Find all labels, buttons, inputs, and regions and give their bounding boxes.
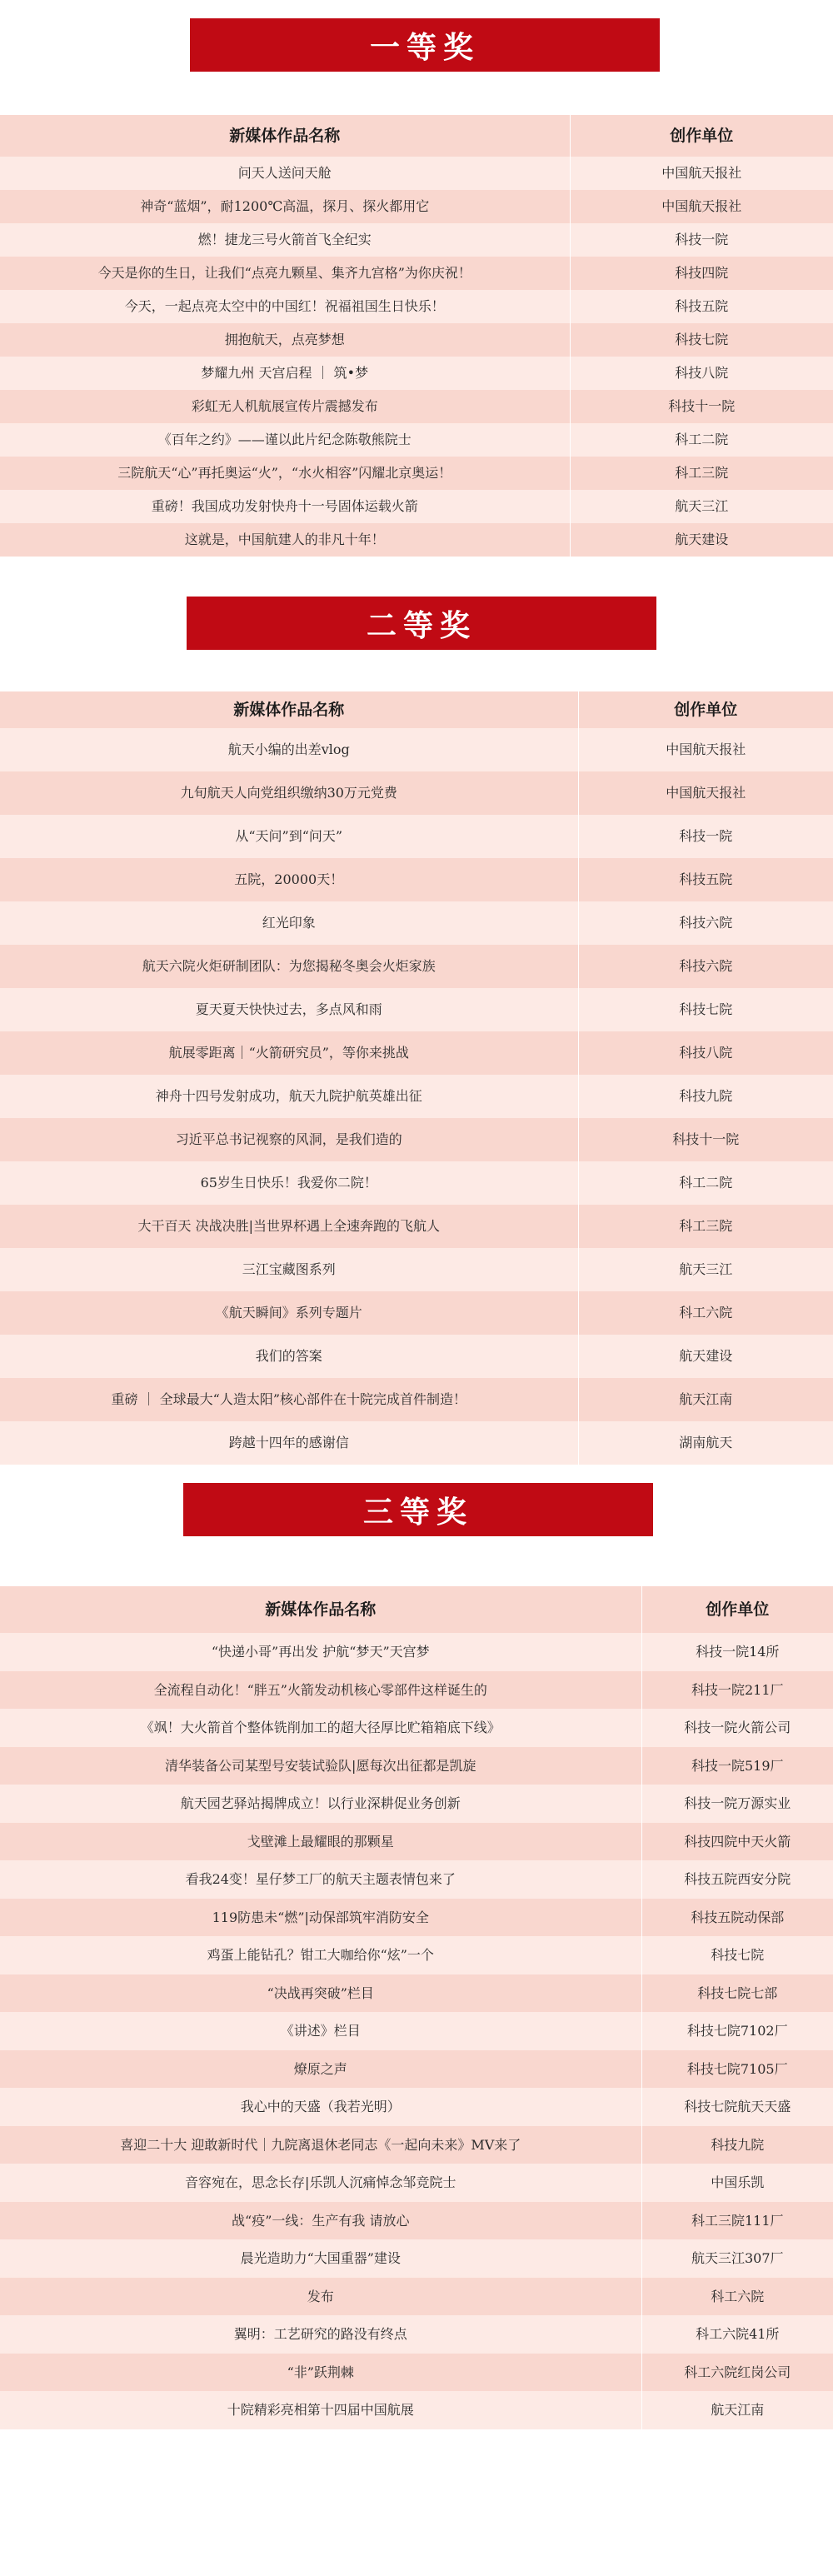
unit-cell: 科技四院中天火箭 [641, 1823, 833, 1861]
work-name-cell: 《讲述》栏目 [0, 2012, 641, 2050]
table-row [0, 2126, 833, 2164]
work-name-cell: 今天，一起点亮太空中的中国红！祝福祖国生日快乐！ [0, 290, 570, 323]
work-name-cell: 问天人送问天舱 [0, 157, 570, 190]
table-row [0, 1633, 833, 1671]
work-name-cell: 三江宝藏图系列 [0, 1248, 578, 1291]
unit-cell: 科技十一院 [570, 390, 833, 423]
table-row [0, 2239, 833, 2278]
unit-cell: 科工二院 [570, 423, 833, 457]
unit-cell: 科技七院七部 [641, 1974, 833, 2013]
table-row [0, 1335, 833, 1378]
work-name-cell: 九旬航天人向党组织缴纳30万元党费 [0, 771, 578, 815]
table-row [0, 771, 833, 815]
table-row [0, 1378, 833, 1421]
unit-cell: 科工二院 [578, 1161, 833, 1205]
unit-cell: 科技六院 [578, 945, 833, 988]
table-row [0, 815, 833, 858]
unit-cell: 科技九院 [641, 2126, 833, 2164]
work-name-cell: “快递小哥”再出发 护航“梦天”天宫梦 [0, 1633, 641, 1671]
table-row [0, 2202, 833, 2240]
work-name-cell: 大干百天 决战决胜|当世界杯遇上全速奔跑的飞航人 [0, 1205, 578, 1248]
banner-first-prize: 一等奖 [190, 18, 660, 72]
table-header-row [0, 1586, 833, 1633]
unit-cell: 中国航天报社 [578, 728, 833, 771]
unit-cell: 中国航天报社 [570, 157, 833, 190]
work-name-cell: 红光印象 [0, 901, 578, 945]
work-name-cell: 我心中的天盛（我若光明） [0, 2088, 641, 2126]
unit-cell: 航天江南 [641, 2391, 833, 2429]
work-name-cell: 喜迎二十大 迎敢新时代｜九院离退休老同志《一起向未来》MV来了 [0, 2126, 641, 2164]
unit-cell: 科技一院14所 [641, 1633, 833, 1671]
table-row [0, 1075, 833, 1118]
unit-cell: 科技五院西安分院 [641, 1860, 833, 1899]
unit-cell: 科技五院动保部 [641, 1899, 833, 1937]
work-name-cell: 清华装备公司某型号安装试验队|愿每次出征都是凯旋 [0, 1747, 641, 1785]
table-row [0, 423, 833, 457]
work-name-cell: 看我24变！星仔梦工厂的航天主题表情包来了 [0, 1860, 641, 1899]
unit-cell: 航天三江 [570, 490, 833, 523]
work-name-cell: 航天小编的出差vlog [0, 728, 578, 771]
table-row [0, 988, 833, 1031]
unit-cell: 科技一院 [570, 223, 833, 257]
work-name-cell: 五院，20000天！ [0, 858, 578, 901]
work-name-cell: 三院航天“心”再托奥运“火”，“水火相容”闪耀北京奥运！ [0, 457, 570, 490]
header-unit: 创作单位 [570, 115, 833, 157]
work-name-cell: 戈壁滩上最耀眼的那颗星 [0, 1823, 641, 1861]
table-row [0, 1118, 833, 1161]
work-name-cell: 十院精彩亮相第十四届中国航展 [0, 2391, 641, 2429]
table-row [0, 1205, 833, 1248]
work-name-cell: 重磅 ｜ 全球最大“人造太阳”核心部件在十院完成首件制造！ [0, 1378, 578, 1421]
work-name-cell: 音容宛在，思念长存|乐凯人沉痛悼念邹竞院士 [0, 2164, 641, 2202]
table-row [0, 1421, 833, 1465]
table-row [0, 1785, 833, 1823]
table-row [0, 157, 833, 190]
unit-cell: 科工三院111厂 [641, 2202, 833, 2240]
table-row [0, 1291, 833, 1335]
table-row [0, 223, 833, 257]
unit-cell: 科技九院 [578, 1075, 833, 1118]
table-row [0, 1248, 833, 1291]
work-name-cell: 这就是，中国航建人的非凡十年！ [0, 523, 570, 557]
table-row [0, 1161, 833, 1205]
unit-cell: 科技七院航天天盛 [641, 2088, 833, 2126]
table-header-row [0, 115, 833, 157]
table-row [0, 190, 833, 223]
table-row [0, 523, 833, 557]
table-row [0, 1671, 833, 1710]
unit-cell: 航天建设 [570, 523, 833, 557]
table-row [0, 290, 833, 323]
unit-cell: 科技七院 [578, 988, 833, 1031]
header-work-name: 新媒体作品名称 [0, 691, 578, 728]
work-name-cell: 翼明：工艺研究的路没有终点 [0, 2315, 641, 2354]
work-name-cell: 《航天瞬间》系列专题片 [0, 1291, 578, 1335]
unit-cell: 科技一院火箭公司 [641, 1709, 833, 1747]
table-row [0, 2164, 833, 2202]
unit-cell: 科技七院 [641, 1936, 833, 1974]
table-row [0, 1823, 833, 1861]
unit-cell: 航天三江 [578, 1248, 833, 1291]
unit-cell: 科技一院万源实业 [641, 1785, 833, 1823]
header-unit: 创作单位 [578, 691, 833, 728]
unit-cell: 科技十一院 [578, 1118, 833, 1161]
work-name-cell: 航天六院火炬研制团队：为您揭秘冬奥会火炬家族 [0, 945, 578, 988]
table-row [0, 1860, 833, 1899]
table-second-prize [0, 691, 833, 1465]
work-name-cell: 《飒！大火箭首个整体铣削加工的超大径厚比贮箱箱底下线》 [0, 1709, 641, 1747]
table-row [0, 323, 833, 357]
work-name-cell: 从“天问”到“问天” [0, 815, 578, 858]
work-name-cell: 重磅！我国成功发射快舟十一号固体运载火箭 [0, 490, 570, 523]
work-name-cell: 燃！捷龙三号火箭首飞全纪实 [0, 223, 570, 257]
work-name-cell: 航展零距离｜“火箭研究员”，等你来挑战 [0, 1031, 578, 1075]
work-name-cell: “决战再突破”栏目 [0, 1974, 641, 2013]
banner-third-prize: 三等奖 [183, 1483, 653, 1536]
unit-cell: 航天建设 [578, 1335, 833, 1378]
unit-cell: 航天江南 [578, 1378, 833, 1421]
unit-cell: 中国航天报社 [578, 771, 833, 815]
work-name-cell: 航天园艺驿站揭牌成立！以行业深耕促业务创新 [0, 1785, 641, 1823]
unit-cell: 科技七院 [570, 323, 833, 357]
work-name-cell: 发布 [0, 2278, 641, 2316]
table-row [0, 945, 833, 988]
unit-cell: 科工六院 [641, 2278, 833, 2316]
work-name-cell: 习近平总书记视察的风洞，是我们造的 [0, 1118, 578, 1161]
table-row [0, 2012, 833, 2050]
unit-cell: 科技五院 [578, 858, 833, 901]
unit-cell: 科工三院 [578, 1205, 833, 1248]
work-name-cell: 夏天夏天快快过去，多点风和雨 [0, 988, 578, 1031]
banner-second-prize: 二等奖 [187, 597, 656, 650]
work-name-cell: 神舟十四号发射成功，航天九院护航英雄出征 [0, 1075, 578, 1118]
table-row [0, 1709, 833, 1747]
table-row [0, 2088, 833, 2126]
table-row [0, 457, 833, 490]
unit-cell: 科工六院 [578, 1291, 833, 1335]
unit-cell: 湖南航天 [578, 1421, 833, 1465]
work-name-cell: 跨越十四年的感谢信 [0, 1421, 578, 1465]
work-name-cell: 今天是你的生日，让我们“点亮九颗星、集齐九宫格”为你庆祝！ [0, 257, 570, 290]
table-row [0, 357, 833, 390]
unit-cell: 科工六院41所 [641, 2315, 833, 2354]
work-name-cell: 彩虹无人机航展宣传片震撼发布 [0, 390, 570, 423]
table-row [0, 257, 833, 290]
unit-cell: 中国航天报社 [570, 190, 833, 223]
work-name-cell: 梦耀九州 天宫启程 ｜ 筑•梦 [0, 357, 570, 390]
table-row [0, 1747, 833, 1785]
work-name-cell: 我们的答案 [0, 1335, 578, 1378]
unit-cell: 科工六院红岗公司 [641, 2354, 833, 2392]
unit-cell: 科技七院7105厂 [641, 2050, 833, 2089]
unit-cell: 科技八院 [570, 357, 833, 390]
work-name-cell: “非”跃荆棘 [0, 2354, 641, 2392]
work-name-cell: 战“疫”一线：生产有我 请放心 [0, 2202, 641, 2240]
table-row [0, 2315, 833, 2354]
unit-cell: 科技四院 [570, 257, 833, 290]
table-row [0, 1031, 833, 1075]
table-row [0, 2391, 833, 2429]
table-first-prize [0, 115, 833, 557]
unit-cell: 科技五院 [570, 290, 833, 323]
table-row [0, 390, 833, 423]
header-work-name: 新媒体作品名称 [0, 1586, 641, 1633]
unit-cell: 科技七院7102厂 [641, 2012, 833, 2050]
work-name-cell: 119防患未“燃”|动保部筑牢消防安全 [0, 1899, 641, 1937]
work-name-cell: 晨光造助力“大国重器”建设 [0, 2239, 641, 2278]
work-name-cell: 全流程自动化！“胖五”火箭发动机核心零部件这样诞生的 [0, 1671, 641, 1710]
table-row [0, 1974, 833, 2013]
unit-cell: 航天三江307厂 [641, 2239, 833, 2278]
work-name-cell: 65岁生日快乐！我爱你二院！ [0, 1161, 578, 1205]
work-name-cell: 神奇“蓝烟”，耐1200℃高温，探月、探火都用它 [0, 190, 570, 223]
unit-cell: 科技一院519厂 [641, 1747, 833, 1785]
work-name-cell: 《百年之约》——谨以此片纪念陈敬熊院士 [0, 423, 570, 457]
unit-cell: 科技八院 [578, 1031, 833, 1075]
unit-cell: 科技六院 [578, 901, 833, 945]
work-name-cell: 燎原之声 [0, 2050, 641, 2089]
header-work-name: 新媒体作品名称 [0, 115, 570, 157]
table-row [0, 1936, 833, 1974]
table-header-row [0, 691, 833, 728]
header-unit: 创作单位 [641, 1586, 833, 1633]
table-row [0, 490, 833, 523]
table-third-prize [0, 1586, 833, 2429]
unit-cell: 科技一院211厂 [641, 1671, 833, 1710]
table-row [0, 901, 833, 945]
table-row [0, 2354, 833, 2392]
table-row [0, 728, 833, 771]
table-row [0, 2050, 833, 2089]
unit-cell: 中国乐凯 [641, 2164, 833, 2202]
work-name-cell: 拥抱航天，点亮梦想 [0, 323, 570, 357]
table-row [0, 1899, 833, 1937]
work-name-cell: 鸡蛋上能钻孔？钳工大咖给你“炫”一个 [0, 1936, 641, 1974]
table-row [0, 858, 833, 901]
table-row [0, 2278, 833, 2316]
unit-cell: 科工三院 [570, 457, 833, 490]
unit-cell: 科技一院 [578, 815, 833, 858]
